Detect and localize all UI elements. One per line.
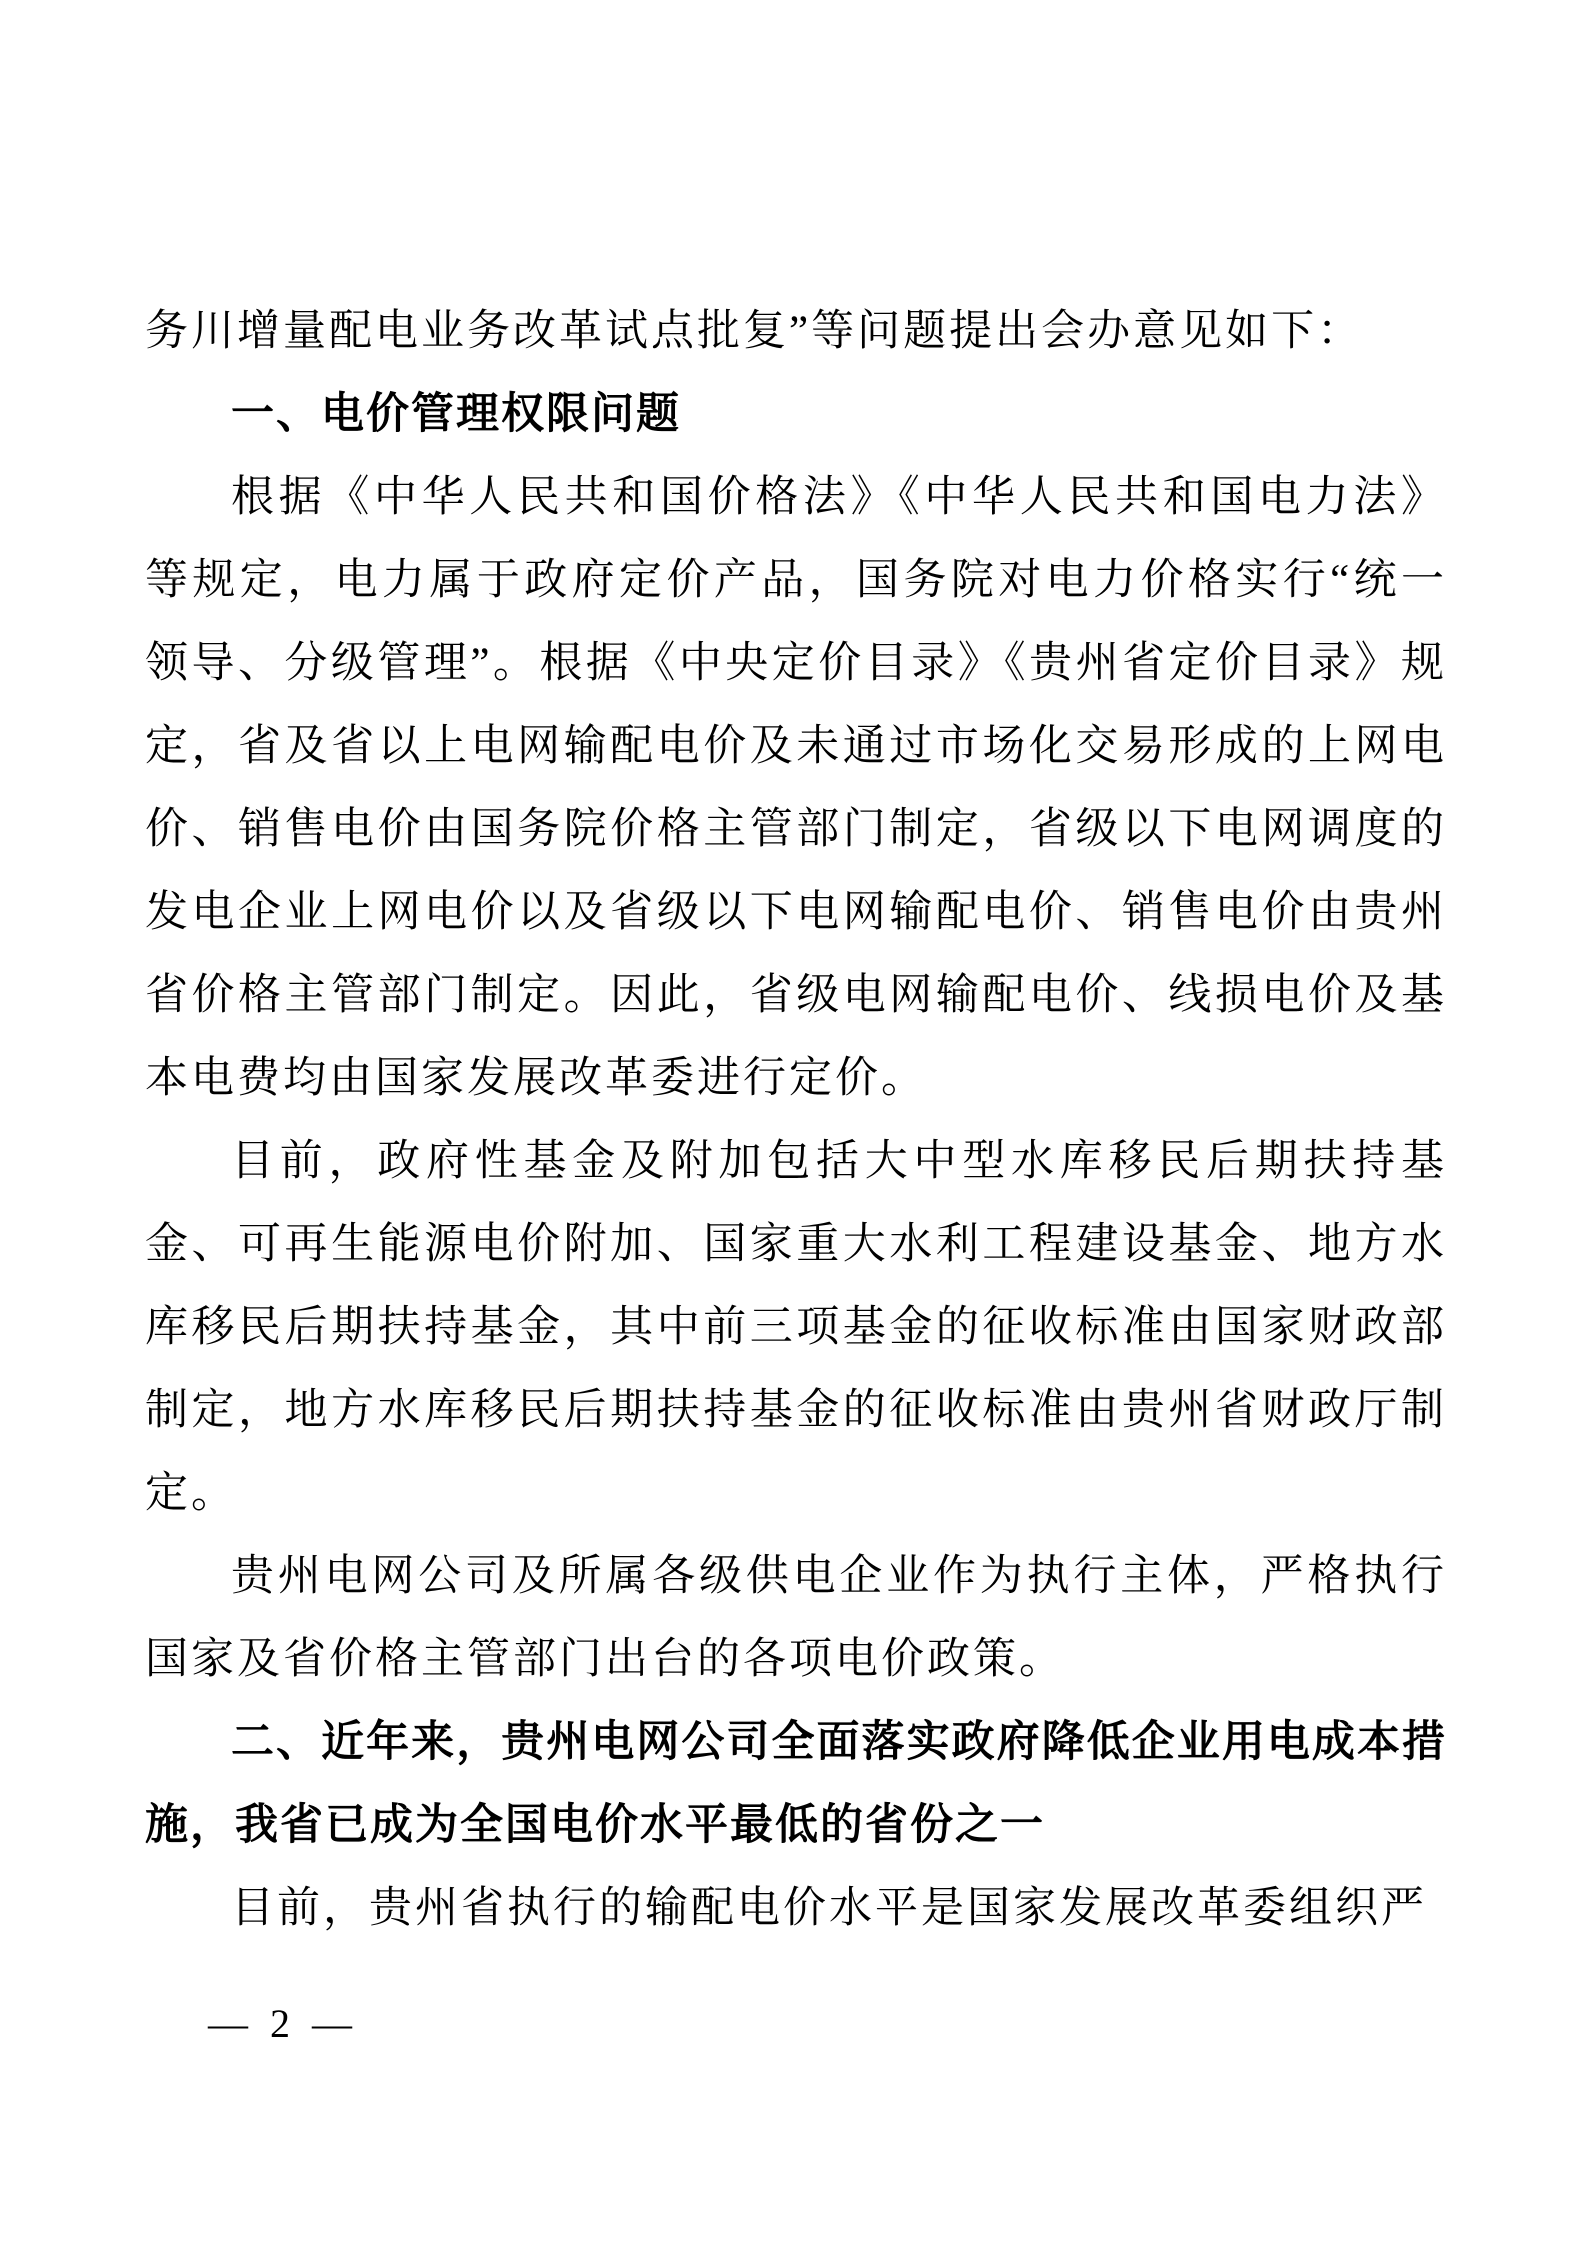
paragraph-1: 根据《中华人民共和国价格法》《中华人民共和国电力法》等规定，电力属于政府定价产品，国务院对电力价格实行“统一领导、分级管理”。根据《中央定价目录》《贵州省定价目录》规定，省及省以上电网输配电价及未通过市场化交易形成的上网电价、销售电价由国务院价格主管部门制定，省级以下电网调度的发电企业上网电价以及省级以下电网输配电价、销售电价由贵州省价格主管部门制定。因此，省级电网输配电价、线损电价及基本电费均由国家发展改革委进行定价。 — [145, 474, 1447, 1102]
paragraph-4: 目前，贵州省执行的输配电价水平是国家发展改革委组织严 — [231, 1885, 1427, 1932]
section-heading-2: 二、近年来，贵州电网公司全面落实政府降低企业用电成本措施，我省已成为全国电价水平最低的省份之一 — [145, 1718, 1447, 1849]
paragraph-3: 贵州电网公司及所属各级供电企业作为执行主体，严格执行国家及省价格主管部门出台的各项电价政策。 — [145, 1553, 1447, 1683]
document-body — [145, 290, 1447, 1950]
section-heading-1: 一、电价管理权限问题 — [231, 390, 681, 438]
continuation-paragraph: 务川增量配电业务改革试点批复”等问题提出会办意见如下： — [145, 308, 1364, 355]
paragraph-2: 目前，政府性基金及附加包括大中型水库移民后期扶持基金、可再生能源电价附加、国家重大水利工程建设基金、地方水库移民后期扶持基金，其中前三项基金的征收标准由国家财政部制定，地方水库移民后期扶持基金的征收标准由贵州省财政厅制定。 — [145, 1138, 1447, 1517]
page-number: — 2 — — [208, 2001, 358, 2046]
